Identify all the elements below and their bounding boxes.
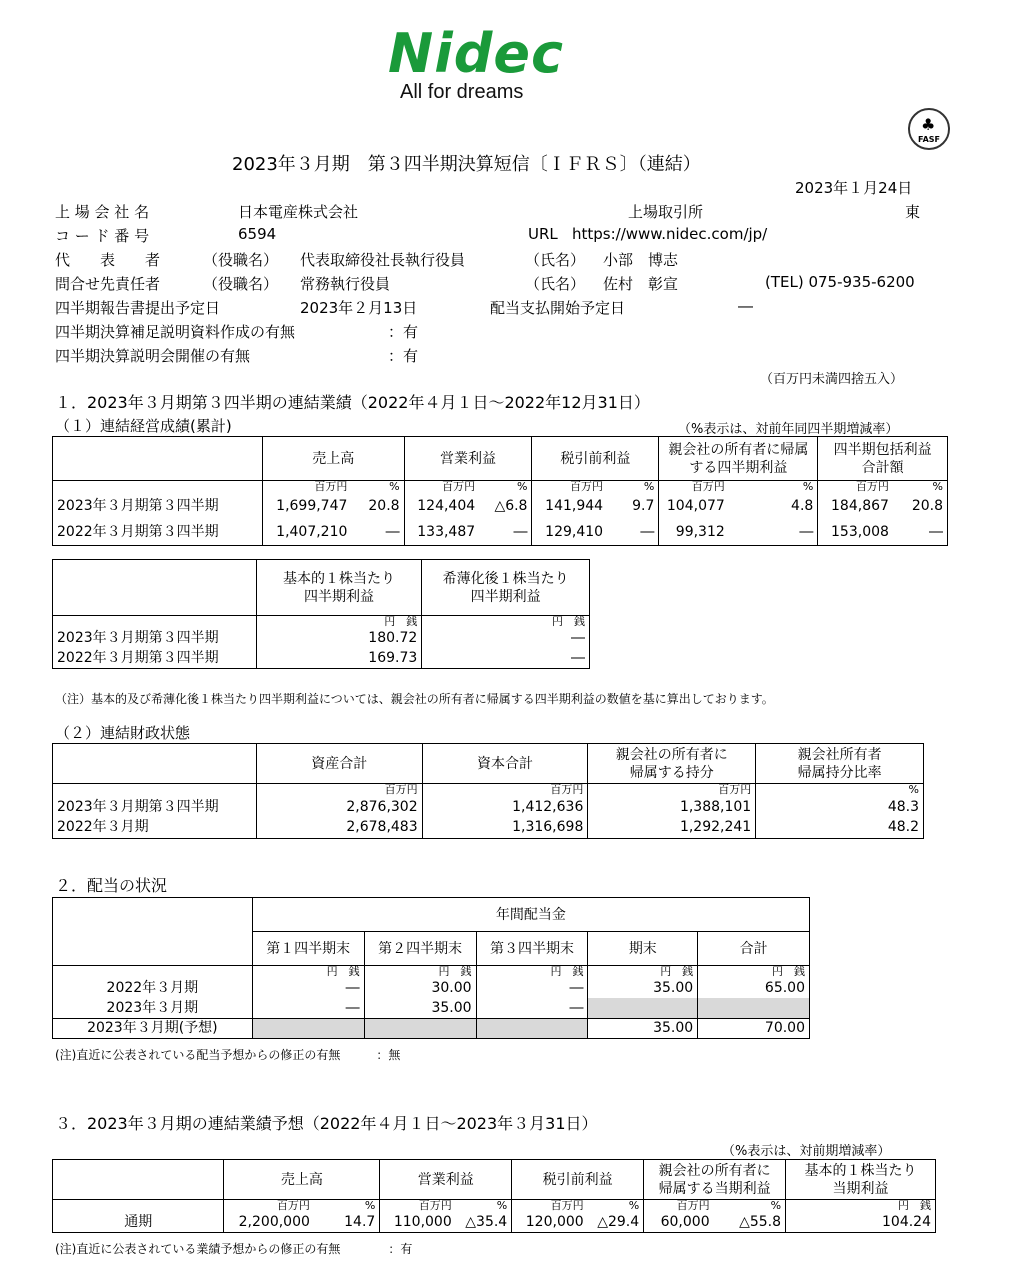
cell: 65.00 — [698, 978, 810, 998]
section1-title: １．2023年３月期第３四半期の連結業績（2022年４月１日～2022年12月31日） — [55, 393, 650, 412]
contact-label: 問合せ先責任者 — [55, 275, 161, 293]
briefing-value: ：有 — [388, 347, 419, 365]
cell: ― — [422, 628, 590, 648]
row-label: 2023年３月期 — [53, 998, 253, 1018]
unit-yen: 円 銭 — [422, 616, 590, 629]
table-row — [53, 1212, 936, 1232]
unit-yen: 円 銭 — [588, 966, 698, 979]
unit-yen: 円 銭 — [364, 966, 476, 979]
col-diluted-eps: 希薄化後１株当たり 四半期利益 — [422, 560, 590, 616]
unit-million: 百万円 — [422, 784, 588, 797]
dividend-table — [52, 897, 810, 1039]
section2-title: ２．配当の状況 — [55, 876, 168, 895]
row-label: 2023年３月期第３四半期 — [53, 493, 263, 519]
cell: 35.00 — [588, 1018, 698, 1038]
table-row — [53, 519, 948, 545]
eps-note: （注）基本的及び希薄化後１株当たり四半期利益については、親会社の所有者に帰属する四半期利益の数値を基に算出しております。 — [55, 692, 774, 706]
cell: 35.00 — [364, 998, 476, 1018]
unit-yen: 円 銭 — [786, 1200, 936, 1213]
cell: 1,316,698 — [422, 817, 588, 838]
cell: 169.73 — [256, 648, 422, 668]
cell: ― — [513, 523, 528, 540]
unit-pct: % — [364, 1199, 376, 1212]
row-label: 2022年３月期 — [53, 978, 253, 998]
col-owners-equity: 親会社の所有者に 帰属する持分 — [588, 744, 756, 784]
col-pretax-profit: 税引前利益 — [512, 1160, 644, 1200]
fasf-badge-icon: ♣ FASF — [908, 108, 950, 150]
table-row — [53, 817, 924, 838]
unit-million: 百万円 — [588, 784, 756, 797]
col-annual-dividend: 年間配当金 — [252, 898, 809, 932]
cell: 129,410 — [532, 519, 607, 545]
forecast-note: (注)直近に公表されている業績予想からの修正の有無 ：有 — [55, 1242, 413, 1256]
unit-pct: % — [643, 480, 655, 493]
section1-pct-note: （%表示は、対前年同四半期増減率） — [678, 422, 899, 437]
contact-name-label: （氏名） — [525, 275, 586, 293]
table-row — [53, 648, 590, 668]
col-basic-eps: 基本的１株当たり 当期利益 — [786, 1160, 936, 1200]
fasf-label: FASF — [918, 135, 940, 144]
col-operating-profit: 営業利益 — [404, 437, 532, 481]
dividend-date: ― — [738, 297, 753, 315]
col-q1: 第１四半期末 — [252, 932, 364, 966]
dividend-date-label: 配当支払開始予定日 — [490, 299, 626, 317]
cell: △35.4 — [465, 1213, 508, 1230]
corner-cell — [53, 437, 263, 481]
cell: 1,292,241 — [588, 817, 756, 838]
nidec-logo — [388, 22, 578, 106]
cell: 141,944 — [532, 493, 607, 519]
table-row — [53, 978, 810, 998]
cell — [588, 998, 698, 1018]
cell: ― — [252, 998, 364, 1018]
cell: △6.8 — [494, 498, 528, 514]
rep-name: 小部 博志 — [603, 251, 679, 269]
col-owners-profit: 親会社の所有者に 帰属する当期利益 — [644, 1160, 786, 1200]
cell: 153,008 — [818, 519, 893, 545]
logo-wordmark: Nidec — [388, 22, 564, 85]
unit-yen: 円 銭 — [256, 616, 422, 629]
row-label: 2023年３月期(予想) — [53, 1018, 253, 1038]
cell: ― — [893, 519, 948, 545]
url-label: URL — [528, 225, 558, 243]
table-row — [53, 998, 810, 1018]
section3-pct-note: （%表示は、対前期増減率） — [722, 1144, 891, 1159]
col-basic-eps: 基本的１株当たり 四半期利益 — [256, 560, 422, 616]
table-row — [53, 796, 924, 817]
cell: 20.8 — [368, 498, 400, 514]
contact-tel: (TEL) 075-935-6200 — [765, 273, 915, 291]
cell: 35.00 — [588, 978, 698, 998]
row-label: 通期 — [53, 1212, 224, 1232]
logo-tagline: All for dreams — [400, 81, 524, 103]
col-operating-profit: 営業利益 — [380, 1160, 512, 1200]
row-label: 2023年３月期第３四半期 — [53, 628, 257, 648]
cell: ― — [799, 523, 814, 540]
cell — [252, 1018, 364, 1038]
unit-pct: % — [389, 480, 400, 493]
col-owners-profit: 親会社の所有者に帰属 する四半期利益 — [659, 437, 818, 481]
unit-million: 百万円 — [532, 481, 607, 494]
col-q2: 第２四半期末 — [364, 932, 476, 966]
unit-pct: % — [770, 1199, 782, 1212]
cell: 104.24 — [786, 1212, 936, 1232]
cell: 2,678,483 — [256, 817, 422, 838]
cell — [364, 1018, 476, 1038]
cell: 120,000 — [512, 1212, 588, 1232]
rep-role-label: （役職名） — [203, 251, 279, 269]
code-value: 6594 — [238, 225, 277, 243]
cell: 124,404 — [404, 493, 479, 519]
cell: 133,487 — [404, 519, 479, 545]
supp-material-value: ：有 — [388, 323, 419, 341]
unit-million: 百万円 — [644, 1200, 714, 1213]
operating-results-table — [52, 436, 948, 546]
cell: 70.00 — [698, 1018, 810, 1038]
report-date-label: 四半期報告書提出予定日 — [55, 299, 221, 317]
table-row — [53, 628, 590, 648]
cell: 9.7 — [632, 498, 655, 514]
cell: 1,388,101 — [588, 796, 756, 817]
exchange-value: 東 — [905, 203, 921, 221]
report-date: 2023年２月13日 — [300, 299, 418, 317]
cell: 4.8 — [791, 498, 814, 514]
table-row — [53, 1018, 810, 1038]
cell: 1,407,210 — [262, 519, 351, 545]
company-label: 上 場 会 社 名 — [55, 203, 150, 221]
cell: ― — [252, 978, 364, 998]
contact-name: 佐村 彰宣 — [603, 275, 679, 293]
cell: 1,412,636 — [422, 796, 588, 817]
section3-title: ３．2023年３月期の連結業績予想（2022年４月１日～2023年３月31日） — [55, 1114, 598, 1133]
exchange-label: 上場取引所 — [628, 203, 704, 221]
cell: ― — [476, 978, 588, 998]
unit-million: 百万円 — [404, 481, 479, 494]
cell: 1,699,747 — [262, 493, 351, 519]
cell: 14.7 — [344, 1213, 376, 1230]
unit-pct: % — [628, 1199, 640, 1212]
cell: 2,876,302 — [256, 796, 422, 817]
unit-pct: % — [893, 481, 948, 494]
unit-pct: % — [496, 1199, 508, 1212]
cell: ― — [385, 523, 400, 540]
unit-million: 百万円 — [262, 481, 351, 494]
unit-million: 百万円 — [659, 481, 729, 494]
briefing-label: 四半期決算説明会開催の有無 — [55, 347, 251, 365]
unit-million: 百万円 — [512, 1200, 588, 1213]
eps-table — [52, 559, 590, 669]
unit-yen: 円 銭 — [252, 966, 364, 979]
cell: 20.8 — [893, 493, 948, 519]
dividend-note: (注)直近に公表されている配当予想からの修正の有無 ：無 — [55, 1048, 401, 1062]
cell: 184,867 — [818, 493, 893, 519]
unit-million: 百万円 — [818, 481, 893, 494]
table-row — [53, 493, 948, 519]
supp-material-label: 四半期決算補足説明資料作成の有無 — [55, 323, 296, 341]
col-comprehensive: 四半期包括利益 合計額 — [818, 437, 948, 481]
release-date: 2023年１月24日 — [795, 179, 913, 197]
col-total-equity: 資本合計 — [422, 744, 588, 784]
col-sales: 売上高 — [262, 437, 404, 481]
cell — [476, 1018, 588, 1038]
cell: 60,000 — [644, 1212, 714, 1232]
cell: 2,200,000 — [224, 1212, 314, 1232]
rep-role: 代表取締役社長執行役員 — [300, 251, 466, 269]
forecast-table — [52, 1159, 936, 1233]
rep-name-label: （氏名） — [525, 251, 586, 269]
section1-sub2: （２）連結財政状態 — [55, 724, 191, 742]
row-label: 2022年３月期 — [53, 817, 257, 838]
unit-yen: 円 銭 — [698, 966, 810, 979]
code-label: コ ー ド 番 号 — [55, 227, 150, 245]
unit-million: 百万円 — [224, 1200, 314, 1213]
col-q3: 第３四半期末 — [476, 932, 588, 966]
financial-position-table — [52, 743, 924, 839]
unit-million: 百万円 — [256, 784, 422, 797]
col-total: 合計 — [698, 932, 810, 966]
contact-role-label: （役職名） — [203, 275, 279, 293]
col-sales: 売上高 — [224, 1160, 380, 1200]
col-pretax-profit: 税引前利益 — [532, 437, 659, 481]
unit-yen: 円 銭 — [476, 966, 588, 979]
cell: 99,312 — [659, 519, 729, 545]
col-year-end: 期末 — [588, 932, 698, 966]
url-link[interactable]: https://www.nidec.com/jp/ — [572, 225, 768, 243]
unit-million: 百万円 — [380, 1200, 456, 1213]
section1-sub1: （１）連結経営成績(累計) — [55, 417, 232, 435]
cell — [698, 998, 810, 1018]
cell: ― — [422, 648, 590, 668]
cell: △55.8 — [739, 1213, 782, 1230]
cell: ― — [640, 523, 655, 540]
cell: 180.72 — [256, 628, 422, 648]
unit-pct: % — [517, 480, 528, 493]
row-label: 2022年３月期第３四半期 — [53, 519, 263, 545]
row-label: 2022年３月期第３四半期 — [53, 648, 257, 668]
cell: 48.2 — [756, 817, 924, 838]
row-label: 2023年３月期第３四半期 — [53, 796, 257, 817]
document-title: 2023年３月期 第３四半期決算短信〔ＩＦＲＳ〕（連結） — [232, 154, 701, 175]
cell: 104,077 — [659, 493, 729, 519]
col-equity-ratio: 親会社所有者 帰属持分比率 — [756, 744, 924, 784]
contact-role: 常務執行役員 — [300, 275, 391, 293]
rep-label: 代 表 者 — [55, 251, 161, 269]
cell: 30.00 — [364, 978, 476, 998]
col-total-assets: 資産合計 — [256, 744, 422, 784]
unit-pct: % — [802, 480, 814, 493]
cell: 110,000 — [380, 1212, 456, 1232]
company-name: 日本電産株式会社 — [238, 203, 359, 221]
cell: ― — [476, 998, 588, 1018]
unit-pct: % — [756, 784, 924, 797]
rounding-note: （百万円未満四捨五入） — [760, 372, 904, 387]
cell: 48.3 — [756, 796, 924, 817]
cell: △29.4 — [597, 1213, 640, 1230]
